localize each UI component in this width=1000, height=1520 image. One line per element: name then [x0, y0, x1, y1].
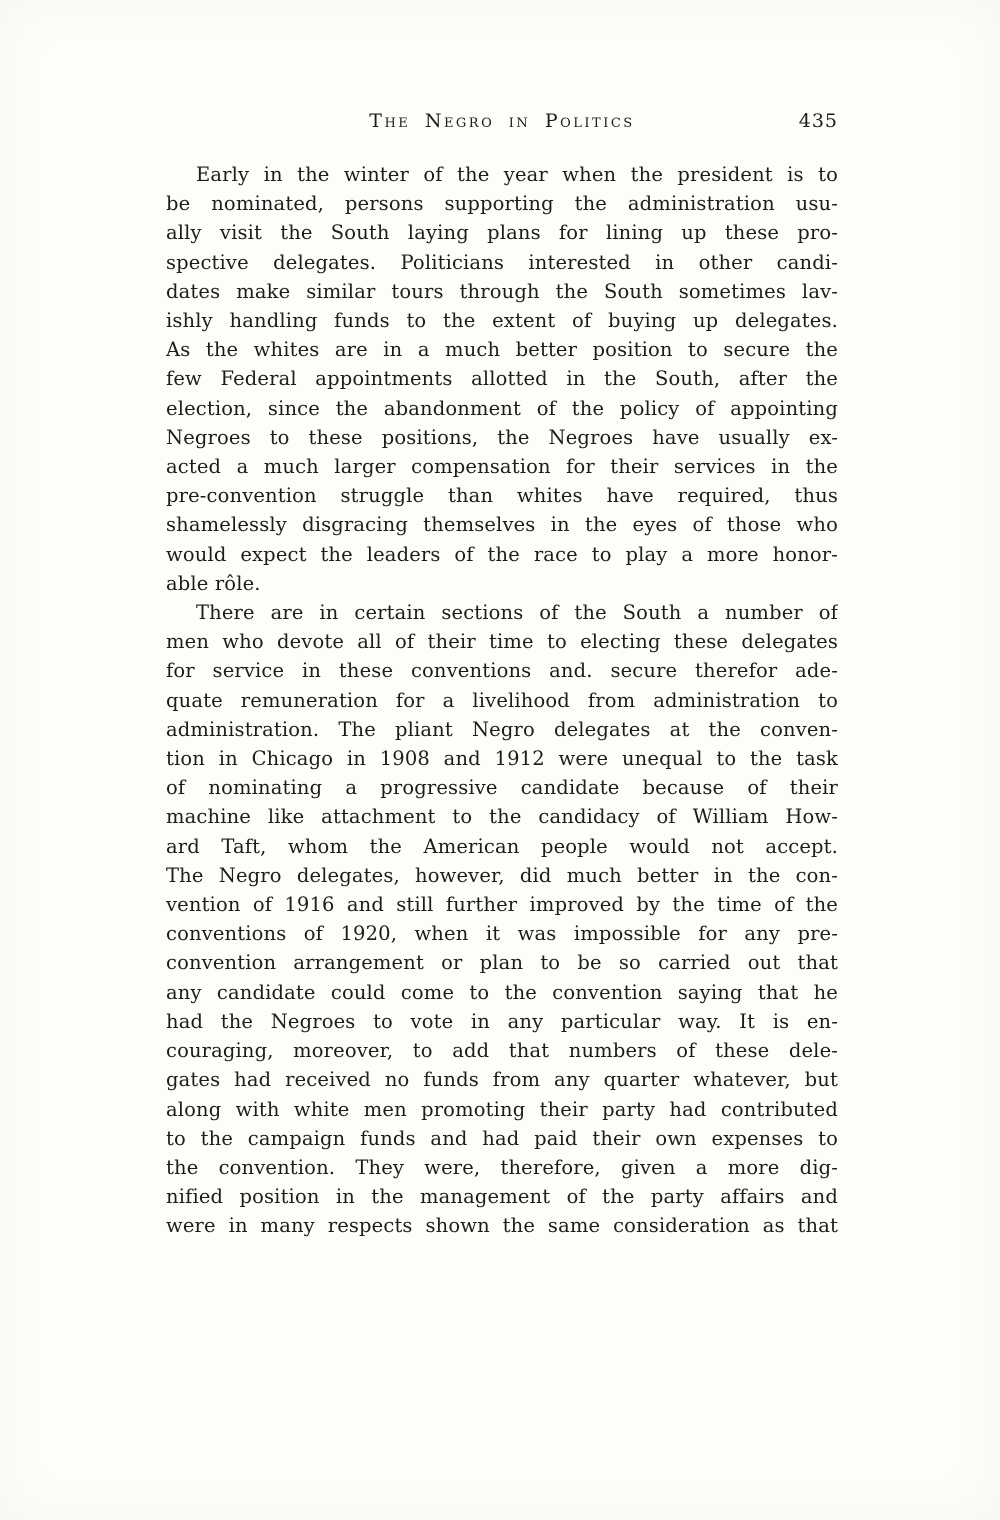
text-line: ally visit the South laying plans for lining up these pro- [166, 221, 838, 245]
text-line: ishly handling funds to the extent of buying up delegates. [166, 309, 838, 333]
text-line: be nominated, persons supporting the administration usu- [166, 192, 838, 216]
text-line: machine like attachment to the candidacy of William How- [166, 805, 838, 829]
text-line: election, since the abandonment of the policy of appointing [166, 396, 838, 420]
running-title: The Negro in Politics [369, 110, 635, 132]
text-line: conventions of 1920, when it was impossible for any pre- [166, 922, 838, 946]
text-line: men who devote all of their time to electing these delegates [166, 630, 838, 654]
text-line: for service in these conventions and. secure therefor ade- [166, 659, 838, 683]
page-number: 435 [798, 110, 838, 132]
text-line: able rôle. [166, 571, 261, 595]
text-line: There are in certain sections of the South a number of [196, 601, 838, 625]
text-line: nified position in the management of the party affairs and [166, 1185, 838, 1209]
text-line: convention arrangement or plan to be so carried out that [166, 951, 838, 975]
text-line: The Negro delegates, however, did much better in the con- [166, 863, 838, 887]
text-line: shamelessly disgracing themselves in the eyes of those who [166, 513, 838, 537]
text-line: couraging, moreover, to add that numbers of these dele- [166, 1039, 838, 1063]
text-line: tion in Chicago in 1908 and 1912 were unequal to the task [166, 747, 838, 771]
text-line: ard Taft, whom the American people would not accept. [166, 834, 838, 858]
text-line: of nominating a progressive candidate because of their [166, 776, 838, 800]
text-line: spective delegates. Politicians interested in other candi- [166, 250, 838, 274]
text-line: few Federal appointments allotted in the South, after the [166, 367, 838, 391]
paragraph [166, 160, 838, 598]
paragraph [166, 598, 838, 1240]
text-line: pre-convention struggle than whites have required, thus [166, 484, 838, 508]
text-line: any candidate could come to the convention saying that he [166, 980, 838, 1004]
text-line: had the Negroes to vote in any particular way. It is en- [166, 1009, 838, 1033]
text-line: would expect the leaders of the race to play a more honor- [166, 542, 838, 566]
text-line: Negroes to these positions, the Negroes have usually ex- [166, 425, 838, 449]
text-line: were in many respects shown the same consideration as that [166, 1214, 838, 1238]
text-line: acted a much larger compensation for their services in the [166, 455, 838, 479]
text-block [166, 110, 838, 1241]
text-line: vention of 1916 and still further improved by the time of the [166, 893, 838, 917]
text-line: Early in the winter of the year when the president is to [196, 163, 838, 186]
text-line: administration. The pliant Negro delegates at the conven- [166, 717, 838, 741]
text-line: As the whites are in a much better position to secure the [166, 338, 838, 362]
page-body [166, 160, 838, 1241]
text-line: the convention. They were, therefore, given a more dig- [166, 1155, 838, 1179]
text-line: along with white men promoting their party had contributed [166, 1097, 838, 1121]
text-line: dates make similar tours through the South sometimes lav- [166, 279, 838, 303]
text-line: quate remuneration for a livelihood from administration to [166, 688, 838, 712]
text-line: to the campaign funds and had paid their own expenses to [166, 1126, 838, 1150]
running-header [166, 110, 838, 136]
text-line: gates had received no funds from any quarter whatever, but [166, 1068, 838, 1092]
